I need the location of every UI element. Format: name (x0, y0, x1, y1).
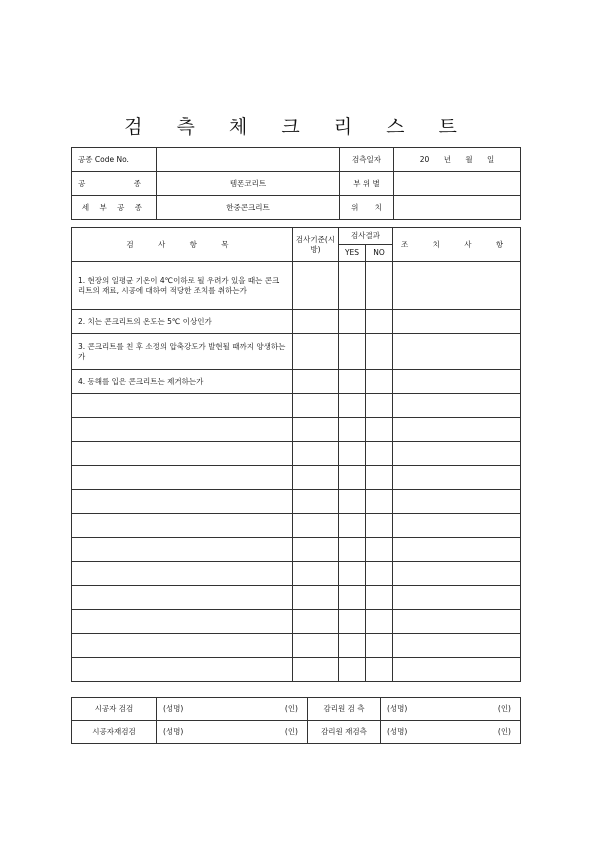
no-cell[interactable] (366, 538, 393, 562)
no-cell[interactable] (366, 562, 393, 586)
standard-cell[interactable] (293, 634, 339, 658)
part-label: 부 위 별 (340, 172, 394, 196)
checklist-item-text (72, 394, 293, 418)
no-cell[interactable] (366, 418, 393, 442)
standard-cell[interactable] (293, 442, 339, 466)
checklist-item-text (72, 490, 293, 514)
checklist-item-text (72, 418, 293, 442)
yes-cell[interactable] (339, 634, 366, 658)
action-cell[interactable] (393, 610, 521, 634)
page-title: 검 측 체 크 리 스 트 (124, 116, 471, 138)
no-cell[interactable] (366, 442, 393, 466)
contractor-recheck-signature[interactable]: (성명) (인) (157, 721, 308, 744)
no-cell[interactable] (366, 334, 393, 370)
date-label: 검측일자 (340, 148, 394, 172)
yes-cell[interactable] (339, 334, 366, 370)
checklist-row (72, 562, 521, 586)
no-cell[interactable] (366, 370, 393, 394)
yes-cell[interactable] (339, 610, 366, 634)
no-cell[interactable] (366, 658, 393, 682)
checklist-row (72, 310, 521, 334)
no-cell[interactable] (366, 634, 393, 658)
action-cell[interactable] (393, 490, 521, 514)
action-cell[interactable] (393, 334, 521, 370)
checklist-item-text: 1. 현장의 일평균 기온이 4℃이하로 될 우려가 있을 때는 콘크리트의 재료, 시공에 대하여 적당한 조치를 취하는가 (72, 262, 293, 310)
yes-cell[interactable] (339, 310, 366, 334)
action-cell[interactable] (393, 418, 521, 442)
checklist-row (72, 418, 521, 442)
action-cell[interactable] (393, 586, 521, 610)
code-label: 공종 Code No. (72, 148, 157, 172)
contractor-check-signature[interactable]: (성명) (인) (157, 698, 308, 721)
checklist-row (72, 586, 521, 610)
item-header: 검 사 항 목 (72, 228, 293, 262)
checklist-table (71, 227, 521, 682)
contractor-check-label: 시공자 검검 (72, 698, 157, 721)
standard-cell[interactable] (293, 370, 339, 394)
action-cell[interactable] (393, 466, 521, 490)
action-cell[interactable] (393, 370, 521, 394)
yes-cell[interactable] (339, 562, 366, 586)
detail-value[interactable]: 한중콘크리트 (157, 196, 340, 220)
action-cell[interactable] (393, 514, 521, 538)
checklist-item-text: 3. 콘크리트를 친 후 소정의 압축강도가 발현될 때까지 양생하는가 (72, 334, 293, 370)
action-cell[interactable] (393, 262, 521, 310)
no-cell[interactable] (366, 514, 393, 538)
part-value[interactable] (394, 172, 521, 196)
supervisor-check-signature[interactable]: (성명) (인) (381, 698, 521, 721)
no-header: NO (366, 245, 393, 262)
work-value[interactable]: 템폰코리트 (157, 172, 340, 196)
checklist-row (72, 442, 521, 466)
no-cell[interactable] (366, 262, 393, 310)
checklist-item-text (72, 634, 293, 658)
location-label: 위 치 (340, 196, 394, 220)
checklist-item-text (72, 442, 293, 466)
action-header: 조 치 사 항 (393, 228, 521, 262)
checklist-row (72, 610, 521, 634)
checklist-item-text (72, 538, 293, 562)
checklist-row (72, 262, 521, 310)
checklist-item-text: 2. 치는 콘크리트의 온도는 5℃ 이상인가 (72, 310, 293, 334)
yes-cell[interactable] (339, 466, 366, 490)
checklist-row (72, 514, 521, 538)
standard-cell[interactable] (293, 262, 339, 310)
standard-cell[interactable] (293, 334, 339, 370)
detail-label: 세 부 공 종 (72, 196, 157, 220)
info-table (71, 147, 521, 220)
standard-cell[interactable] (293, 514, 339, 538)
checklist-item-text (72, 514, 293, 538)
location-value[interactable] (394, 196, 521, 220)
action-cell[interactable] (393, 562, 521, 586)
contractor-recheck-label: 시공자재검검 (72, 721, 157, 744)
yes-cell[interactable] (339, 262, 366, 310)
standard-cell[interactable] (293, 610, 339, 634)
standard-cell[interactable] (293, 538, 339, 562)
action-cell[interactable] (393, 538, 521, 562)
date-value[interactable]: 20 년 월 일 (394, 148, 521, 172)
standard-cell[interactable] (293, 394, 339, 418)
checklist-row (72, 634, 521, 658)
checklist-item-text: 4. 동해를 입은 콘크리트는 제거하는가 (72, 370, 293, 394)
supervisor-check-label: 감리원 검 측 (308, 698, 381, 721)
yes-cell[interactable] (339, 394, 366, 418)
checklist-row (72, 370, 521, 394)
checklist-row (72, 334, 521, 370)
standard-cell[interactable] (293, 466, 339, 490)
supervisor-recheck-label: 감리원 재검측 (308, 721, 381, 744)
no-cell[interactable] (366, 394, 393, 418)
signature-table (71, 697, 521, 744)
checklist-item-text (72, 586, 293, 610)
checklist-item-text (72, 562, 293, 586)
checklist-row (72, 394, 521, 418)
checklist-row (72, 538, 521, 562)
checklist-row (72, 490, 521, 514)
yes-cell[interactable] (339, 490, 366, 514)
yes-cell[interactable] (339, 658, 366, 682)
no-cell[interactable] (366, 610, 393, 634)
checklist-item-text (72, 658, 293, 682)
standard-cell[interactable] (293, 586, 339, 610)
standard-cell[interactable] (293, 418, 339, 442)
yes-cell[interactable] (339, 514, 366, 538)
yes-cell[interactable] (339, 418, 366, 442)
no-cell[interactable] (366, 490, 393, 514)
checklist-item-text (72, 610, 293, 634)
standard-cell[interactable] (293, 490, 339, 514)
action-cell[interactable] (393, 442, 521, 466)
checklist-row (72, 466, 521, 490)
action-cell[interactable] (393, 634, 521, 658)
result-header: 검사결과 (339, 228, 393, 245)
checklist-item-text (72, 466, 293, 490)
yes-cell[interactable] (339, 538, 366, 562)
action-cell[interactable] (393, 658, 521, 682)
standard-cell[interactable] (293, 658, 339, 682)
yes-header: YES (339, 245, 366, 262)
no-cell[interactable] (366, 586, 393, 610)
checklist-row (72, 658, 521, 682)
yes-cell[interactable] (339, 442, 366, 466)
action-cell[interactable] (393, 394, 521, 418)
no-cell[interactable] (366, 310, 393, 334)
yes-cell[interactable] (339, 586, 366, 610)
work-label: 공 종 (72, 172, 157, 196)
supervisor-recheck-signature[interactable]: (성명) (인) (381, 721, 521, 744)
code-value[interactable] (157, 148, 340, 172)
standard-cell[interactable] (293, 310, 339, 334)
no-cell[interactable] (366, 466, 393, 490)
yes-cell[interactable] (339, 370, 366, 394)
standard-header: 검사기준(시방) (293, 228, 339, 262)
standard-cell[interactable] (293, 562, 339, 586)
action-cell[interactable] (393, 310, 521, 334)
